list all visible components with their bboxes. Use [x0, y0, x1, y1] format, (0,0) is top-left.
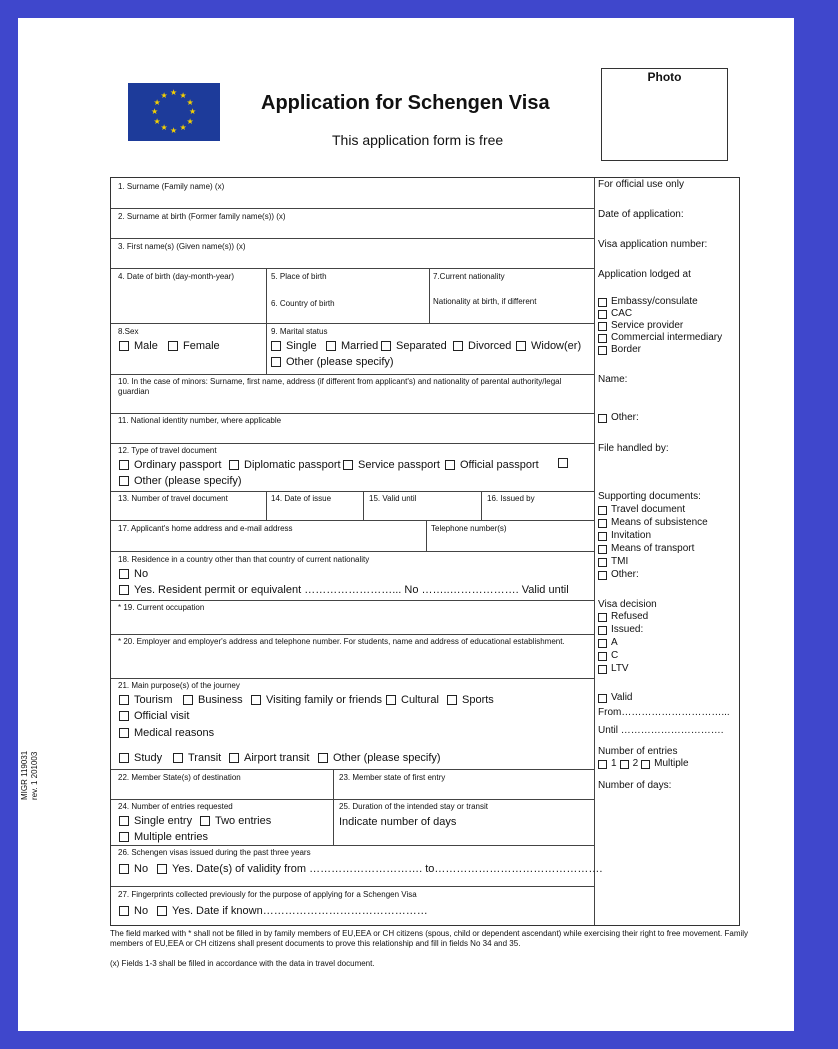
field-5-label: 5. Place of birth [271, 272, 327, 281]
checkbox[interactable] [598, 414, 607, 423]
checkbox[interactable] [598, 532, 607, 541]
divider [266, 268, 267, 323]
eu-flag-logo [128, 83, 220, 141]
official-entries-label: Number of entries [598, 746, 678, 757]
option-label: Other: [611, 412, 639, 423]
divider [426, 520, 427, 551]
field-7-label: 7.Current nationality [433, 272, 505, 281]
option-label: Service provider [611, 320, 684, 331]
option-label: Other (please specify) [134, 475, 242, 487]
official-valid-from: From…………………………... [598, 707, 730, 718]
field-11-label: 11. National identity number, where applicable [118, 416, 282, 425]
divider [266, 323, 267, 374]
option-label: Two entries [215, 815, 272, 827]
lodged-commercial-option[interactable] [598, 332, 722, 344]
option-label: Means of subsistence [611, 517, 708, 528]
checkbox[interactable] [598, 334, 607, 343]
checkbox[interactable] [598, 613, 607, 622]
checkbox[interactable] [598, 665, 607, 674]
fingerprints-yes-option[interactable] [157, 904, 428, 918]
option-label: Yes. Resident permit or equivalent ……………………... No ……..………………. Valid until [134, 584, 569, 596]
purpose-tourism-option[interactable] [119, 693, 173, 707]
divider [111, 268, 594, 269]
option-label: Medical reasons [134, 727, 215, 739]
field-7b-label: Nationality at birth, if different [433, 297, 537, 306]
official-handled-by: File handled by: [598, 443, 669, 454]
doc-extra-checkbox[interactable] [558, 458, 573, 468]
official-entries-options [598, 758, 689, 770]
checkbox[interactable] [119, 728, 129, 738]
field-9-label: 9. Marital status [271, 327, 328, 336]
page-title: Application for Schengen Visa [261, 92, 550, 114]
marital-other-option[interactable] [271, 355, 394, 369]
checkbox[interactable] [119, 906, 129, 916]
sex-female-option[interactable] [168, 339, 220, 353]
checkbox[interactable] [598, 545, 607, 554]
doc-diplomatic-option[interactable] [229, 458, 341, 472]
field-26-label: 26. Schengen visas issued during the past three years [118, 848, 311, 857]
checkbox[interactable] [386, 695, 396, 705]
checkbox[interactable] [168, 341, 178, 351]
option-label: Commercial intermediary [611, 332, 723, 343]
purpose-sports-option[interactable] [447, 693, 494, 707]
marital-widow-option[interactable] [516, 339, 581, 353]
divider [111, 323, 594, 324]
flag-star-icon: ★ [153, 116, 161, 126]
official-use-title: For official use only [598, 179, 684, 190]
lodged-cac-option[interactable] [598, 308, 722, 320]
option-label: Sports [462, 694, 494, 706]
checkbox[interactable] [381, 341, 391, 351]
checkbox[interactable] [119, 695, 129, 705]
checkbox[interactable] [271, 357, 281, 367]
flag-star-icon: ★ [160, 123, 168, 133]
checkbox[interactable] [453, 341, 463, 351]
field-18-label: 18. Residence in a country other than that country of current nationality [118, 555, 370, 564]
field-16-label: 16. Issued by [487, 494, 535, 503]
option-label: No [134, 568, 149, 580]
option-label: Diplomatic passport [244, 459, 341, 471]
official-valid-option[interactable] [598, 692, 633, 704]
option-label: 1 [611, 758, 617, 769]
field-15-label: 15. Valid until [369, 494, 417, 503]
option-label: Service passport [358, 459, 440, 471]
checkbox[interactable] [598, 298, 607, 307]
divider [111, 634, 594, 635]
option-label: Separated [396, 340, 447, 352]
field-19-label: * 19. Current occupation [118, 603, 205, 612]
decision-c-option[interactable] [598, 650, 648, 662]
option-label: Means of transport [611, 543, 695, 554]
option-label: Issued: [611, 624, 644, 635]
checkbox[interactable] [445, 460, 455, 470]
option-label: Female [183, 340, 220, 352]
option-label: Multiple entries [134, 831, 208, 843]
option-label: Business [198, 694, 243, 706]
purpose-business-option[interactable] [183, 693, 243, 707]
form-page [18, 18, 794, 1031]
divider [111, 886, 594, 887]
flag-star-icon: ★ [151, 107, 159, 116]
field-8-label: 8.Sex [118, 327, 139, 336]
doc-other-option[interactable] [119, 474, 242, 488]
footer-note: The field marked with * shall not be filled in by family members of EU,EEA or CH citizens (spous, child or dependent ascendant) while exercising their right to free movement. Family members of EU,EEA or CH citizens shall present documents to prove this relationship and fill in fields No 34 and 35. [110, 929, 749, 948]
entries-2-checkbox[interactable] [620, 760, 629, 769]
field-1-label: 1. Surname (Family name) (x) [118, 182, 225, 191]
flag-star-icon: ★ [179, 90, 187, 100]
doc-ordinary-option[interactable] [119, 458, 221, 472]
checkbox[interactable] [598, 506, 607, 515]
supporting-transport-option[interactable] [598, 543, 708, 555]
schengen-yes-option[interactable] [157, 862, 602, 876]
official-days: Number of days: [598, 780, 672, 791]
official-supporting-options [598, 504, 708, 581]
checkbox[interactable] [558, 458, 568, 468]
schengen-no-option[interactable] [119, 862, 148, 876]
option-label: Tourism [134, 694, 173, 706]
divider [111, 600, 594, 601]
checkbox[interactable] [119, 460, 129, 470]
checkbox[interactable] [157, 906, 167, 916]
photo-box[interactable] [601, 68, 728, 161]
option-label: Airport transit [244, 752, 310, 764]
checkbox[interactable] [119, 476, 129, 486]
checkbox[interactable] [119, 341, 129, 351]
divider [111, 678, 594, 679]
divider [111, 238, 594, 239]
official-column-divider [594, 178, 595, 925]
option-label: Embassy/consulate [611, 296, 698, 307]
option-label: Study [134, 752, 163, 764]
sex-male-option[interactable] [119, 339, 158, 353]
checkbox[interactable] [229, 753, 239, 763]
option-label: Other (please specify) [286, 356, 394, 368]
option-label: Official visit [134, 710, 190, 722]
option-label: LTV [611, 663, 629, 674]
page-subtitle: This application form is free [332, 132, 504, 148]
checkbox[interactable] [598, 626, 607, 635]
marital-divorced-option[interactable] [453, 339, 511, 353]
doc-service-option[interactable] [343, 458, 440, 472]
supporting-other-option[interactable] [598, 569, 708, 581]
field-12-label: 12. Type of travel document [118, 446, 217, 455]
option-label: Refused [611, 611, 649, 622]
checkbox[interactable] [119, 816, 129, 826]
field-4-label: 4. Date of birth (day-month-year) [118, 272, 235, 281]
field-2-label: 2. Surname at birth (Former family name(s)) (x) [118, 212, 286, 221]
official-decision-options [598, 611, 648, 675]
photo-label: Photo [647, 70, 682, 84]
supporting-travel-doc-option[interactable] [598, 504, 708, 516]
checkbox[interactable] [229, 460, 239, 470]
lodged-embassy-option[interactable] [598, 296, 722, 308]
option-label: No [134, 863, 149, 875]
purpose-visiting-option[interactable] [251, 693, 382, 707]
checkbox[interactable] [598, 558, 607, 567]
flag-star-icon: ★ [170, 88, 178, 97]
option-label: Single entry [134, 815, 193, 827]
entries-single-option[interactable] [119, 814, 192, 828]
official-decision-label: Visa decision [598, 599, 657, 610]
checkbox[interactable] [119, 711, 129, 721]
doc-official-option[interactable] [445, 458, 539, 472]
marital-single-option[interactable] [271, 339, 317, 353]
option-label: Other: [611, 569, 639, 580]
option-label: Yes. Date(s) of validity from …………………………. to………………………………………. [172, 863, 603, 875]
field-21-label: 21. Main purpose(s) of the journey [118, 681, 240, 690]
purpose-study-option[interactable] [119, 751, 162, 765]
option-label: Married [341, 340, 379, 352]
checkbox[interactable] [598, 346, 607, 355]
checkbox[interactable] [200, 816, 210, 826]
option-label: TMI [611, 556, 629, 567]
divider [111, 551, 594, 552]
official-supporting-label: Supporting documents: [598, 491, 701, 502]
form-code-line1: MIGR 119031 [20, 750, 29, 800]
option-label: Invitation [611, 530, 652, 541]
option-label: Ordinary passport [134, 459, 222, 471]
divider [111, 374, 594, 375]
lodged-border-option[interactable] [598, 344, 722, 356]
field-17-tel-label: Telephone number(s) [431, 524, 507, 533]
official-visa-number: Visa application number: [598, 239, 708, 250]
field-24-label: 24. Number of entries requested [118, 802, 233, 811]
official-lodged-options [598, 296, 722, 356]
residence-no-option[interactable] [119, 567, 148, 581]
field-27-label: 27. Fingerprints collected previously for the purpose of applying for a Schengen Visa [118, 890, 417, 899]
supporting-tmi-option[interactable] [598, 556, 708, 568]
official-lodged-label: Application lodged at [598, 269, 691, 280]
option-label: Cultural [401, 694, 439, 706]
checkbox[interactable] [119, 569, 129, 579]
checkbox[interactable] [318, 753, 328, 763]
option-label: A [611, 637, 618, 648]
field-6-label: 6. Country of birth [271, 299, 335, 308]
official-date-application: Date of application: [598, 209, 684, 220]
checkbox[interactable] [598, 310, 607, 319]
purpose-official-visit-option[interactable] [119, 709, 189, 723]
official-other-option[interactable] [598, 412, 639, 424]
checkbox[interactable] [598, 322, 607, 331]
field-25-sub: Indicate number of days [339, 816, 457, 828]
field-14-label: 14. Date of issue [271, 494, 332, 503]
divider [266, 491, 267, 520]
flag-star-icon: ★ [186, 97, 194, 107]
divider [111, 799, 594, 800]
divider [111, 520, 594, 521]
divider [111, 845, 594, 846]
form-code [20, 751, 40, 800]
field-3-label: 3. First name(s) (Given name(s)) (x) [118, 242, 246, 251]
flag-star-icon: ★ [186, 116, 194, 126]
divider [333, 769, 334, 845]
official-name: Name: [598, 374, 628, 385]
supporting-subsistence-option[interactable] [598, 517, 708, 529]
checkbox[interactable] [173, 753, 183, 763]
field-10-label: 10. In the case of minors: Surname, first name, address (if different from applicant's) and nationality of parental authority/legal guardian [118, 377, 562, 396]
supporting-invitation-option[interactable] [598, 530, 708, 542]
checkbox[interactable] [598, 694, 607, 703]
field-13-label: 13. Number of travel document [118, 494, 228, 503]
checkbox[interactable] [183, 695, 193, 705]
checkbox[interactable] [598, 571, 607, 580]
entries-multiple-option[interactable] [119, 830, 208, 844]
purpose-medical-option[interactable] [119, 726, 214, 740]
application-form [110, 177, 740, 926]
option-label: Transit [188, 752, 222, 764]
option-label: No [134, 905, 149, 917]
divider [111, 769, 594, 770]
option-label: Travel document [611, 504, 686, 515]
purpose-airport-transit-option[interactable] [229, 751, 309, 765]
checkbox[interactable] [326, 341, 336, 351]
option-label: Male [134, 340, 158, 352]
divider [111, 491, 594, 492]
checkbox[interactable] [119, 864, 129, 874]
field-17-label: 17. Applicant's home address and e-mail address [118, 524, 293, 533]
purpose-cultural-option[interactable] [386, 693, 439, 707]
checkbox[interactable] [251, 695, 261, 705]
option-label: Valid [611, 692, 633, 703]
divider [111, 413, 594, 414]
flag-star-icon: ★ [179, 123, 187, 133]
checkbox[interactable] [271, 341, 281, 351]
decision-refused-option[interactable] [598, 611, 648, 623]
divider [363, 491, 364, 520]
form-code-line2: rev. 1 201003 [30, 751, 39, 800]
option-label: Widow(er) [531, 340, 582, 352]
checkbox[interactable] [343, 460, 353, 470]
divider [111, 443, 594, 444]
divider [481, 491, 482, 520]
footer-note-fields: (x) Fields 1-3 shall be filled in accordance with the data in travel document. [110, 959, 375, 968]
option-label: Divorced [468, 340, 512, 352]
option-label: 2 [632, 758, 639, 769]
field-22-label: 22. Member State(s) of destination [118, 773, 241, 782]
option-label: Multiple [654, 758, 689, 769]
checkbox[interactable] [119, 585, 129, 595]
option-label: Single [286, 340, 317, 352]
option-label: Other (please specify) [333, 752, 441, 764]
flag-star-icon: ★ [189, 107, 197, 116]
lodged-service-provider-option[interactable] [598, 320, 722, 332]
checkbox[interactable] [598, 639, 607, 648]
checkbox[interactable] [119, 832, 129, 842]
marital-separated-option[interactable] [381, 339, 447, 353]
entries-multiple-checkbox[interactable] [641, 760, 650, 769]
divider [111, 208, 594, 209]
option-label: CAC [611, 308, 633, 319]
flag-star-icon: ★ [153, 97, 161, 107]
checkbox[interactable] [516, 341, 526, 351]
checkbox[interactable] [119, 753, 129, 763]
option-label: Yes. Date if known……………………………………… [172, 905, 428, 917]
field-20-label: * 20. Employer and employer's address and telephone number. For students, name and address of educational establishment. [118, 637, 565, 646]
flag-star-icon: ★ [170, 126, 178, 135]
residence-yes-option[interactable] [119, 583, 569, 597]
decision-issued-option[interactable] [598, 624, 648, 636]
option-label: C [611, 650, 619, 661]
option-label: Visiting family or friends [266, 694, 382, 706]
field-23-label: 23. Member state of first entry [339, 773, 446, 782]
divider [429, 268, 430, 323]
checkbox[interactable] [157, 864, 167, 874]
purpose-transit-option[interactable] [173, 751, 221, 765]
marital-married-option[interactable] [326, 339, 378, 353]
purpose-other-option[interactable] [318, 751, 441, 765]
fingerprints-no-option[interactable] [119, 904, 148, 918]
option-label: Border [611, 344, 642, 355]
flag-star-icon: ★ [160, 90, 168, 100]
field-25-label: 25. Duration of the intended stay or transit [339, 802, 488, 811]
option-label: Official passport [460, 459, 539, 471]
checkbox[interactable] [598, 652, 607, 661]
entries-1-checkbox[interactable] [598, 760, 607, 769]
checkbox[interactable] [598, 519, 607, 528]
decision-ltv-option[interactable] [598, 663, 648, 675]
checkbox[interactable] [447, 695, 457, 705]
official-valid-until: Until …………………………. [598, 725, 724, 736]
entries-two-option[interactable] [200, 814, 271, 828]
decision-a-option[interactable] [598, 637, 648, 649]
